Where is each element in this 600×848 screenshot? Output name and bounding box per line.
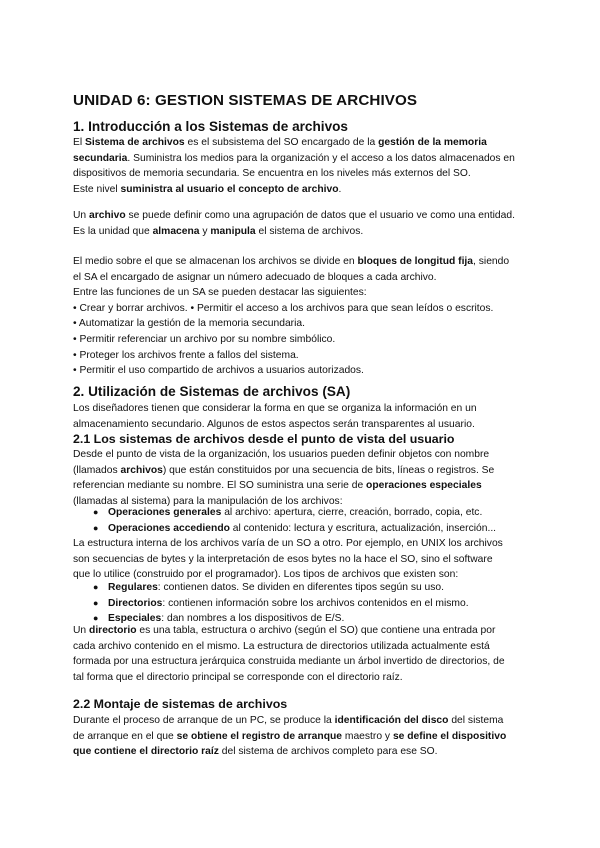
text-line — [73, 316, 553, 332]
bold-text: Regulares — [108, 582, 158, 593]
bullet-item — [73, 505, 553, 521]
text-segment: . Suministra los medios para la organización y el acceso a los datos almacenados en — [127, 152, 515, 164]
text-segment: Desde el punto de vista de la organización, los usuarios pueden definir objetos con nombre — [73, 449, 490, 460]
bold-text: Operaciones accediendo — [108, 522, 230, 534]
bullet-item — [73, 596, 553, 612]
text-line — [73, 182, 553, 198]
text-line — [73, 447, 553, 463]
text-segment: • Automatizar la gestión de la memoria secundaria. — [73, 318, 305, 330]
bold-text: identificación del disco — [334, 715, 449, 726]
bold-text: archivo — [89, 210, 126, 221]
text-segment: Durante el proceso de arranque de un PC, se produce la — [73, 715, 335, 726]
text-line — [73, 552, 553, 568]
bold-text: Directorios — [108, 597, 163, 609]
s1-paragraph-3 — [73, 254, 553, 379]
text-segment: ) que están constituidos por una secuencia de bits, líneas o registros. Se — [162, 464, 495, 476]
bullet-dot-icon: ● — [93, 613, 99, 624]
text-segment: al contenido: lectura y escritura, actualización, inserción... — [229, 522, 497, 534]
text-segment: : dan nombres a los dispositivos de E/S. — [161, 613, 345, 625]
text-line — [73, 729, 553, 745]
text-segment: (llamados — [73, 464, 121, 476]
bold-text: se define el dispositivo — [392, 730, 507, 742]
bold-text: que contiene el directorio raíz — [73, 746, 219, 758]
text-line — [73, 301, 553, 317]
bold-text: bloques de longitud fija — [357, 256, 474, 267]
bullet-dot-icon: ● — [93, 522, 99, 533]
text-line — [73, 713, 553, 729]
bullet-dot-icon: ● — [93, 597, 99, 608]
text-line — [73, 270, 553, 286]
s22-paragraph-1 — [73, 713, 553, 760]
text-line — [73, 254, 553, 270]
text-line — [73, 401, 553, 417]
text-segment: , siendo — [473, 256, 510, 267]
text-line — [73, 463, 553, 479]
text-line — [73, 654, 553, 670]
text-segment: al archivo: apertura, cierre, creación, borrado, copia, etc. — [221, 507, 483, 518]
text-line — [73, 623, 553, 639]
text-line — [73, 670, 553, 686]
text-segment: maestro y — [342, 730, 393, 742]
bold-text: directorio — [89, 625, 137, 636]
text-segment: se puede definir como una agrupación de datos que el usuario ve como una entidad. — [125, 210, 515, 221]
text-segment: y — [199, 225, 211, 237]
text-segment: son secuencias de bytes y la interpretación de esos bytes no la hace el SO, sino el software — [73, 553, 493, 565]
bullet-dot-icon: ● — [93, 582, 99, 592]
subsection-2-2-heading: 2.2 Montaje de sistemas de archivos — [73, 697, 288, 711]
text-line — [73, 224, 553, 240]
section-1-heading: 1. Introducción a los Sistemas de archivos — [73, 119, 348, 134]
text-line — [73, 363, 553, 379]
text-segment: Es la unidad que — [73, 225, 153, 237]
bullet-item — [73, 580, 553, 596]
text-segment: Los diseñadores tienen que considerar la forma en que se organiza la información en un — [73, 403, 477, 414]
text-segment: almacenamiento secundario. Algunos de estos aspectos serán transparentes al usuario. — [73, 418, 475, 430]
text-segment: Un — [73, 625, 90, 636]
text-segment: Un — [73, 210, 90, 221]
text-line — [73, 151, 553, 167]
text-line — [73, 166, 553, 182]
text-segment: del sistema — [448, 715, 504, 726]
text-segment: el SA el encargado de asignar un número adecuado de bloques a cada archivo. — [73, 271, 437, 283]
text-segment: . — [338, 183, 342, 195]
bold-text: Sistema de archivos — [85, 137, 185, 148]
text-segment: formada por una estructura jerárquica construida mediante un árbol invertido de directorios, de — [73, 656, 505, 668]
bold-text: suministra al usuario el concepto de archivo — [120, 183, 339, 195]
text-line — [73, 285, 553, 301]
text-segment: que lo utilice (construido por el programador). Los tipos de archivos que existen son: — [73, 569, 459, 581]
text-segment: Este nivel — [73, 183, 121, 195]
bold-text: Operaciones generales — [108, 507, 222, 518]
s1-paragraph-2 — [73, 208, 553, 239]
text-segment: es el subsistema del SO encargado de la — [184, 137, 379, 148]
text-segment: el sistema de archivos. — [255, 225, 364, 237]
text-segment: dispositivos de memoria secundaria. Se encuentra en los niveles más externos del SO. — [73, 168, 471, 180]
text-segment: • Permitir referenciar un archivo por su nombre simbólico. — [73, 333, 336, 345]
text-line — [73, 332, 553, 348]
text-segment: La estructura interna de los archivos varía de un SO a otro. Por ejemplo, en UNIX los archivos — [73, 538, 503, 549]
bold-text: almacena — [152, 225, 200, 237]
text-segment: El medio sobre el que se almacenan los archivos se divide en — [73, 256, 358, 267]
s21-bullets-operations — [73, 505, 553, 536]
text-line — [73, 744, 553, 760]
text-line — [73, 417, 553, 433]
page-title: UNIDAD 6: GESTION SISTEMAS DE ARCHIVOS — [73, 92, 418, 109]
text-segment: de arranque en el que — [73, 730, 177, 742]
bullet-item — [73, 521, 553, 537]
section-2-heading: 2. Utilización de Sistemas de archivos (SA) — [73, 384, 351, 399]
s2-paragraph-1 — [73, 401, 553, 432]
text-line — [73, 536, 553, 552]
bold-text: gestión de la memoria — [378, 137, 487, 148]
subsection-2-1-heading: 2.1 Los sistemas de archivos desde el punto de vista del usuario — [73, 432, 455, 446]
text-segment: : contienen información sobre los archivos contenidos en el mismo. — [162, 597, 469, 609]
text-segment: del sistema de archivos completo para ese SO. — [218, 746, 438, 758]
text-segment: El — [73, 137, 86, 148]
s21-paragraph-3 — [73, 623, 553, 685]
text-segment: : contienen datos. Se dividen en diferentes tipos según su uso. — [157, 582, 445, 593]
bold-text: archivos — [120, 464, 163, 476]
bold-text: se obtiene el registro de arranque — [176, 730, 342, 742]
text-segment: Entre las funciones de un SA se pueden destacar las siguientes: — [73, 287, 367, 299]
text-segment: cada archivo contenido en el mismo. La estructura de directorios utilizada actualmente está — [73, 640, 490, 652]
text-line — [73, 208, 553, 224]
bold-text: Especiales — [108, 613, 162, 625]
text-line — [73, 639, 553, 655]
bullet-dot-icon: ● — [93, 507, 99, 517]
s21-paragraph-1 — [73, 447, 553, 509]
bold-text: secundaria — [73, 152, 128, 164]
s21-paragraph-2 — [73, 536, 553, 583]
text-line — [73, 348, 553, 364]
text-line — [73, 135, 553, 151]
text-segment: • Crear y borrar archivos. • Permitir el acceso a los archivos para que sean leídos o escritos. — [73, 302, 494, 314]
s1-paragraph-1 — [73, 135, 553, 197]
text-segment: (llamadas al sistema) para la manipulación de los archivos: — [73, 495, 343, 507]
bold-text: manipula — [210, 225, 256, 237]
text-line — [73, 478, 553, 494]
text-segment: • Permitir el uso compartido de archivos a usuarios autorizados. — [73, 365, 364, 377]
text-segment: referencian mediante su nombre. El SO suministra una serie de — [73, 480, 367, 492]
text-segment: es una tabla, estructura o archivo (según el SO) que contiene una entrada por — [136, 625, 496, 636]
bold-text: operaciones especiales — [366, 480, 482, 492]
text-segment: tal forma que el directorio principal se corresponde con el directorio raíz. — [73, 671, 403, 683]
s21-bullets-file-types — [73, 580, 553, 627]
text-segment: • Proteger los archivos frente a fallos del sistema. — [73, 349, 299, 361]
